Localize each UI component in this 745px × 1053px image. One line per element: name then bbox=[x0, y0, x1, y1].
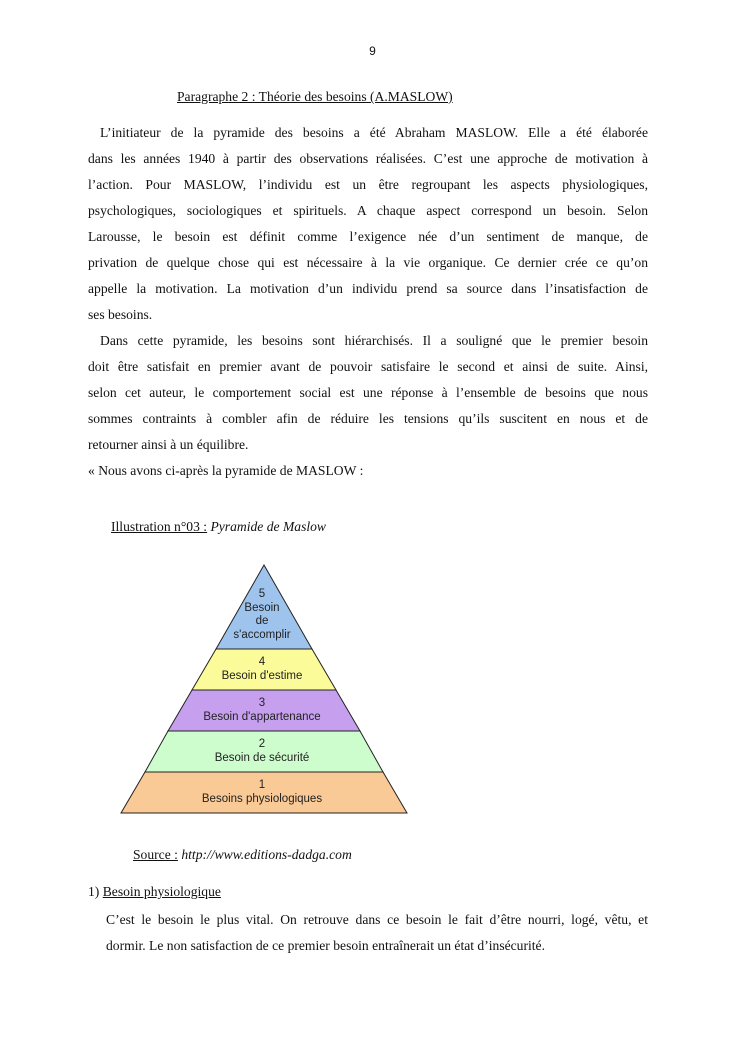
source-label: Source : bbox=[133, 847, 178, 862]
text-line: selon cet auteur, le comportement social est une réponse à l’ensemble de besoins que nous bbox=[88, 385, 648, 400]
text-line: L’initiateur de la pyramide des besoins a été Abraham MASLOW. Elle a été élaborée bbox=[100, 125, 648, 140]
section-1-body bbox=[106, 907, 648, 959]
section-number: 1) bbox=[88, 884, 100, 899]
level-5-label: de bbox=[255, 615, 269, 627]
section-1-heading bbox=[88, 884, 221, 900]
text-line: Larousse, le besoin est définit comme l’exigence née d’un sentiment de manque, de bbox=[88, 229, 648, 244]
source-url: http://www.editions-dadga.com bbox=[181, 847, 352, 862]
level-3-number: 3 bbox=[258, 697, 266, 709]
section-title: Besoin physiologique bbox=[102, 884, 221, 899]
text-line: dormir. Le non satisfaction de ce premier besoin entraînerait un état d’insécurité. bbox=[106, 938, 545, 953]
level-5-label: s'accomplir bbox=[233, 629, 291, 641]
page-number: 9 bbox=[369, 44, 376, 58]
level-5-label: Besoin bbox=[244, 602, 280, 614]
illustration-label: Illustration n°03 : bbox=[111, 519, 208, 534]
level-5-number: 5 bbox=[258, 588, 266, 600]
text-line: retourner ainsi à un équilibre. bbox=[88, 437, 249, 452]
source-caption bbox=[133, 847, 352, 863]
text-line: psychologiques, sociologiques et spirituels. A chaque aspect correspond un besoin. Selon bbox=[88, 203, 648, 218]
text-line: « Nous avons ci-après la pyramide de MASLOW : bbox=[88, 463, 364, 478]
level-1-number: 1 bbox=[258, 779, 266, 791]
text-line: doit être satisfait en premier avant de pouvoir satisfaire le second et ainsi de suite. Ainsi, bbox=[88, 359, 648, 374]
text-line: appelle la motivation. La motivation d’un individu prend sa source dans l’insatisfaction de bbox=[88, 281, 648, 296]
illustration-title: Pyramide de Maslow bbox=[210, 519, 326, 534]
level-4-label: Besoin d'estime bbox=[221, 670, 303, 682]
text-line: privation de quelque chose qui est nécessaire à la vie organique. Ce dernier crée ce qu’on bbox=[88, 255, 648, 270]
text-line: sommes contraints à combler afin de réduire les tensions qu’ils suscitent en nous et de bbox=[88, 411, 648, 426]
text-line: l’action. Pour MASLOW, l’individu est un être regroupant les aspects physiologiques, bbox=[88, 177, 648, 192]
text-line: Dans cette pyramide, les besoins sont hiérarchisés. Il a souligné que le premier besoin bbox=[100, 333, 648, 348]
section-heading: Paragraphe 2 : Théorie des besoins (A.MASLOW) bbox=[177, 89, 453, 104]
text-line: dans les années 1940 à partir des observations réalisées. C’est une approche de motivation à bbox=[88, 151, 648, 166]
level-2-label: Besoin de sécurité bbox=[214, 752, 310, 764]
level-2-number: 2 bbox=[258, 738, 266, 750]
text-line: C’est le besoin le plus vital. On retrouve dans ce besoin le fait d’être nourri, logé, vêtu, et bbox=[106, 912, 648, 927]
level-3-label: Besoin d'appartenance bbox=[203, 711, 321, 723]
level-4-number: 4 bbox=[258, 656, 266, 668]
level-1-label: Besoins physiologiques bbox=[201, 793, 323, 805]
text-line: ses besoins. bbox=[88, 307, 153, 322]
